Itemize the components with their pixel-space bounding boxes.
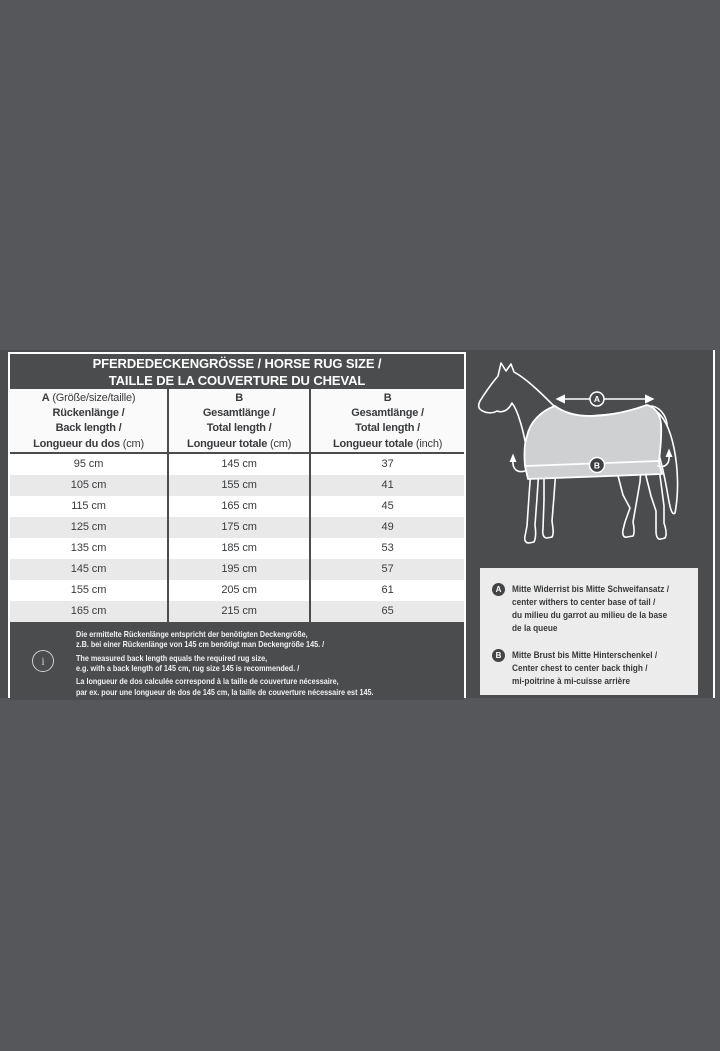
column-header-line1 bbox=[169, 391, 309, 406]
table-cell: 145 cm bbox=[167, 454, 309, 475]
column-header-line2: Gesamtlänge / bbox=[202, 407, 276, 420]
column-header-line2: Rückenlänge / bbox=[52, 407, 125, 420]
table-cell: 195 cm bbox=[167, 559, 309, 580]
table-row bbox=[10, 496, 464, 517]
table-row bbox=[10, 538, 464, 559]
marker-a-label: A bbox=[593, 394, 601, 405]
column-header-letter: B bbox=[383, 392, 392, 404]
table-cell: 165 cm bbox=[167, 496, 309, 517]
table-cell: 205 cm bbox=[167, 580, 309, 601]
legend-line: center withers to center base of tail / bbox=[512, 597, 656, 608]
table-title bbox=[10, 354, 464, 389]
column-header-line3: Total length / bbox=[355, 422, 420, 435]
table-cell: 165 cm bbox=[70, 604, 107, 617]
table-cell: 53 bbox=[309, 538, 464, 559]
note-line: La longueur de dos calculée correspond à la taille de couverture nécessaire, bbox=[76, 676, 339, 687]
measure-b-badge-group bbox=[590, 458, 605, 473]
note-line: z.B. bei einer Rückenlänge von 145 cm benötigt man Deckengröße 145. / bbox=[76, 639, 325, 650]
table-cell: 95 cm bbox=[73, 457, 104, 470]
table-cell: 185 cm bbox=[167, 538, 309, 559]
note-paragraph bbox=[76, 629, 374, 650]
table-cell: 105 cm bbox=[70, 478, 107, 491]
table-row bbox=[10, 475, 464, 496]
column-header-unit: (inch) bbox=[413, 437, 443, 450]
legend-line: Mitte Widerrist bis Mitte Schweifansatz / bbox=[512, 584, 669, 595]
note-line: Die ermittelte Rückenlänge entspricht der benötigten Deckengröße, bbox=[76, 628, 308, 639]
legend-item bbox=[492, 583, 690, 635]
table-cell: 37 bbox=[309, 454, 464, 475]
measure-a-arrowhead-left bbox=[556, 394, 566, 403]
table-row bbox=[10, 601, 464, 622]
legend-marker-a-badge: A bbox=[492, 583, 505, 596]
column-header-row bbox=[10, 389, 464, 454]
measure-a-arrowhead-right bbox=[645, 394, 655, 403]
horse-hind-leg-far bbox=[644, 468, 666, 539]
table-cell: 57 bbox=[309, 559, 464, 580]
column-header-letter: B bbox=[235, 392, 243, 404]
table-cell: 145 cm bbox=[70, 562, 107, 575]
legend-line: Center chest to center back thigh / bbox=[512, 663, 648, 674]
measure-a-arrow bbox=[556, 392, 655, 406]
table-cell: 45 bbox=[309, 496, 464, 517]
table-cell: 49 bbox=[309, 517, 464, 538]
column-header-line1 bbox=[311, 391, 464, 406]
column-header-line3: Total length / bbox=[206, 422, 272, 435]
table-row bbox=[10, 517, 464, 538]
legend-marker-b-badge: B bbox=[492, 649, 505, 662]
column-header bbox=[167, 389, 309, 452]
column-header-unit: (cm) bbox=[267, 437, 292, 450]
legend-item bbox=[492, 649, 690, 688]
column-header-line4 bbox=[311, 437, 464, 452]
legend-box bbox=[480, 568, 698, 695]
legend-line: Mitte Brust bis Mitte Hinterschenkel / bbox=[512, 650, 658, 661]
column-header bbox=[309, 389, 464, 452]
table-cell: 175 cm bbox=[167, 517, 309, 538]
table-row bbox=[10, 580, 464, 601]
note-text bbox=[76, 622, 374, 700]
table-cell: 41 bbox=[309, 475, 464, 496]
column-header-letter: A bbox=[41, 392, 50, 404]
marker-b-label: B bbox=[593, 460, 601, 471]
legend-line: du milieu du garrot au milieu de la base bbox=[512, 610, 668, 621]
column-header-line4-bold: Longueur totale bbox=[187, 437, 268, 450]
note-icon-column bbox=[10, 622, 76, 700]
note-line: The measured back length equals the required rug size, bbox=[76, 652, 268, 663]
horse-rug-diagram bbox=[468, 350, 716, 566]
column-header-line4-bold: Longueur du dos bbox=[33, 437, 120, 450]
legend-line: de la queue bbox=[512, 623, 558, 634]
column-header-line2: Gesamtlänge / bbox=[351, 407, 424, 420]
table-cell: 155 cm bbox=[70, 583, 107, 596]
note-paragraph bbox=[76, 676, 374, 697]
table-title-line2: TAILLE DE LA COUVERTURE DU CHEVAL bbox=[108, 372, 366, 388]
table-cell: 215 cm bbox=[167, 601, 309, 622]
column-header-line4 bbox=[10, 437, 167, 452]
note-paragraph bbox=[76, 653, 374, 674]
column-header-line4 bbox=[169, 437, 309, 452]
table-cell: 65 bbox=[309, 601, 464, 622]
column-header bbox=[10, 389, 167, 452]
legend-item-text bbox=[512, 583, 669, 635]
table-cell: 115 cm bbox=[71, 499, 106, 512]
table-note bbox=[10, 622, 464, 700]
legend-item-text bbox=[512, 649, 657, 688]
measure-b-arrowhead-left bbox=[510, 454, 517, 463]
table-body bbox=[10, 454, 464, 622]
table-cell: 135 cm bbox=[70, 541, 107, 554]
column-header-line4-bold: Longueur totale bbox=[332, 437, 414, 450]
column-header-sublabel: (Größe/size/taille) bbox=[49, 392, 136, 404]
table-cell: 125 cm bbox=[70, 520, 107, 533]
column-header-line1 bbox=[10, 391, 167, 406]
table-row bbox=[10, 559, 464, 580]
info-icon: i bbox=[32, 650, 54, 672]
table-cell: 61 bbox=[309, 580, 464, 601]
note-line: par ex. pour une longueur de dos de 145 cm, la taille de couverture nécessaire est 145. bbox=[76, 686, 374, 697]
table-title-line1: PFERDEDECKENGRÖSSE / HORSE RUG SIZE / bbox=[92, 356, 382, 371]
table-row bbox=[10, 454, 464, 475]
horse-hind-leg-near bbox=[616, 468, 641, 537]
column-header-line3: Back length / bbox=[55, 422, 122, 435]
size-table bbox=[8, 352, 466, 698]
note-line: e.g. with a back length of 145 cm, rug size 145 is recommended. / bbox=[76, 663, 300, 674]
legend-line: mi-poitrine à mi-cuisse arrière bbox=[512, 676, 631, 687]
table-cell: 155 cm bbox=[167, 475, 309, 496]
column-header-unit: (cm) bbox=[119, 437, 144, 450]
